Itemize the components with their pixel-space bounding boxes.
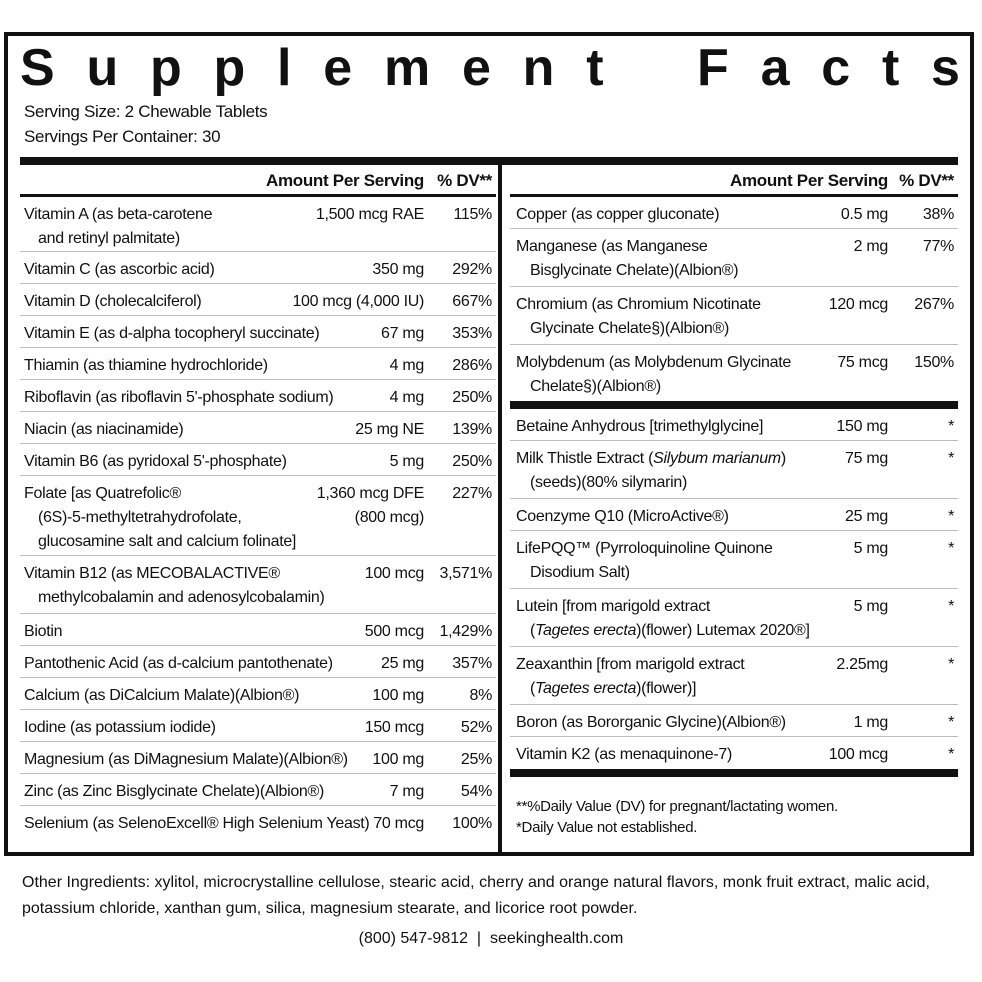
nutrient-row (20, 556, 496, 614)
nutrient-row (510, 705, 958, 737)
dv-heading: % DV** (437, 171, 492, 190)
contact-line: (800) 547-9812 | seekinghealth.com (358, 930, 624, 947)
nutrient-dv: 250% (452, 389, 492, 406)
title-letter: n (522, 39, 555, 97)
nutrient-name-line: (seeds)(80% silymarin) (530, 474, 687, 491)
nutrient-row (20, 806, 496, 838)
nutrient-dv: 139% (452, 421, 492, 438)
nutrient-name-line: Vitamin B6 (as pyridoxal 5'-phosphate) (24, 453, 287, 470)
title-letter: u (86, 39, 119, 97)
nutrient-name-line: Riboflavin (as riboflavin 5'-phosphate sodium) (24, 389, 334, 406)
header-rule (20, 157, 958, 165)
title-letter: p (213, 39, 246, 97)
title-letter: e (323, 39, 353, 97)
nutrient-row (20, 316, 496, 348)
nutrient-row (20, 774, 496, 806)
nutrient-name (24, 748, 348, 772)
nutrient-dv: 52% (460, 719, 492, 736)
nutrient-name-line: Lutein [from marigold extract (516, 598, 711, 615)
nutrient-row (510, 287, 958, 345)
title-letter: l (277, 39, 292, 97)
nutrient-name-line: Vitamin D (cholecalciferol) (24, 293, 202, 310)
footnote-not-established: *Daily Value not established. (516, 819, 698, 836)
dv-heading: % DV** (899, 171, 954, 190)
title-letter: m (383, 39, 431, 97)
nutrient-name-line: Calcium (as DiCalcium Malate)(Albion®) (24, 687, 300, 704)
nutrient-name-line: Vitamin E (as d-alpha tocopheryl succinate) (24, 325, 320, 342)
nutrient-amount-value: 4 mg (389, 389, 424, 406)
nutrient-amount-value: 25 mg NE (355, 421, 424, 438)
nutrient-amount (390, 354, 424, 378)
nutrient-name (516, 711, 786, 735)
nutrient-amount-value: 1 mg (853, 714, 888, 731)
nutrient-amount (854, 235, 888, 259)
nutrient-amount (837, 351, 888, 375)
nutrient-amount (845, 447, 888, 471)
nutrient-name-line: Manganese (as Manganese (516, 238, 708, 255)
nutrient-dv: * (948, 714, 954, 731)
nutrient-row (20, 197, 496, 252)
nutrient-row (510, 441, 958, 499)
nutrient-amount (316, 203, 424, 227)
nutrient-row (20, 476, 496, 556)
nutrient-amount (292, 290, 424, 314)
nutrient-amount-alt: (800 mcg) (354, 509, 424, 526)
nutrient-name (24, 203, 212, 251)
nutrient-name (516, 351, 791, 399)
nutrient-name (24, 386, 333, 410)
nutrient-name (24, 620, 62, 644)
nutrient-name-line: methylcobalamin and adenosylcobalamin) (38, 589, 325, 606)
nutrient-name-line: (Tagetes erecta)(flower) Lutemax 2020®] (530, 622, 810, 639)
nutrient-name-line: glucosamine salt and calcium folinate] (38, 533, 297, 550)
other-ingredients: Other Ingredients: xylitol, microcrystalline cellulose, stearic acid, cherry and orange natural flavors, monk fruit extract, malic acid, potassium chloride, xanthan gum, silica, magnesium stearate, and licorice root powder. (22, 874, 930, 917)
nutrient-name-line: Vitamin A (as beta-carotene (24, 206, 213, 223)
nutrient-row (20, 710, 496, 742)
serving-size: Serving Size: 2 Chewable Tablets (24, 102, 268, 121)
nutrient-amount (854, 537, 888, 561)
right-column (510, 165, 958, 777)
left-column (20, 165, 496, 838)
nutrient-dv: 25% (460, 751, 492, 768)
nutrient-dv: 77% (922, 238, 954, 255)
nutrient-amount (372, 258, 424, 282)
nutrient-name (24, 780, 324, 804)
nutrient-name (24, 322, 319, 346)
right-other-list (510, 409, 958, 769)
nutrient-row (20, 380, 496, 412)
nutrient-dv: 250% (452, 453, 492, 470)
title-letter: t (586, 39, 604, 97)
nutrient-amount (372, 748, 424, 772)
nutrient-row (510, 737, 958, 769)
nutrient-name-line: Biotin (24, 623, 63, 640)
nutrient-row (510, 647, 958, 705)
nutrient-dv: 8% (469, 687, 492, 704)
nutrient-name-line: Vitamin B12 (as MECOBALACTIVE® (24, 565, 280, 582)
nutrient-amount-value: 70 mcg (373, 815, 424, 832)
title-letter: a (760, 39, 790, 97)
nutrient-name-line: Folate [as Quatrefolic® (24, 485, 181, 502)
nutrient-amount-value: 2 mg (853, 238, 888, 255)
nutrient-name (24, 482, 296, 554)
nutrient-amount-value: 2.25mg (836, 656, 888, 673)
nutrient-dv: 227% (452, 485, 492, 502)
right-column-header (510, 165, 958, 197)
nutrient-name-line: LifePQQ™ (Pyrroloquinoline Quinone (516, 540, 773, 557)
nutrient-amount (854, 595, 888, 619)
nutrient-name-line: Bisglycinate Chelate)(Albion®) (530, 262, 739, 279)
nutrient-dv: * (948, 598, 954, 615)
nutrient-name (516, 653, 744, 701)
nutrient-name-line: Molybdenum (as Molybdenum Glycinate (516, 354, 791, 371)
nutrient-amount (381, 652, 424, 676)
nutrient-name (24, 684, 299, 708)
title-letter: S (20, 39, 55, 97)
nutrient-amount-value: 75 mcg (837, 354, 888, 371)
right-mineral-list (510, 197, 958, 401)
nutrient-name-line: Zeaxanthin [from marigold extract (516, 656, 745, 673)
nutrient-name (24, 812, 369, 836)
nutrient-dv: 3,571% (439, 565, 492, 582)
nutrient-dv: * (948, 508, 954, 525)
section-rule (510, 769, 958, 777)
nutrient-amount-value: 1,360 mcg DFE (316, 485, 424, 502)
nutrient-dv: 357% (452, 655, 492, 672)
nutrient-amount-value: 5 mg (853, 598, 888, 615)
nutrient-dv: 353% (452, 325, 492, 342)
nutrient-row (20, 614, 496, 646)
nutrient-row (510, 499, 958, 531)
title-letter: p (149, 39, 182, 97)
nutrient-name-line: Milk Thistle Extract (Silybum marianum) (516, 450, 786, 467)
nutrient-amount-value: 4 mg (389, 357, 424, 374)
nutrient-row (20, 252, 496, 284)
nutrient-dv: 1,429% (439, 623, 492, 640)
nutrient-dv: 150% (914, 354, 954, 371)
nutrient-amount (836, 415, 888, 439)
nutrient-dv: 54% (460, 783, 492, 800)
nutrient-amount (372, 684, 424, 708)
nutrient-row (20, 284, 496, 316)
nutrient-dv: * (948, 540, 954, 557)
nutrient-dv: 100% (452, 815, 492, 832)
nutrient-row (510, 409, 958, 441)
nutrient-amount (836, 653, 888, 677)
nutrient-dv: * (948, 746, 954, 763)
title-letter: t (881, 39, 900, 97)
nutrient-name (516, 415, 763, 439)
nutrient-name-line: Zinc (as Zinc Bisglycinate Chelate)(Albion®) (24, 783, 325, 800)
nutrient-amount-value: 100 mcg (4,000 IU) (292, 293, 424, 310)
nutrient-amount-value: 75 mg (845, 450, 888, 467)
footnote-dv: **%Daily Value (DV) for pregnant/lactating women. (516, 798, 838, 815)
nutrient-amount-value: 25 mg (845, 508, 888, 525)
nutrient-name (24, 290, 201, 314)
nutrient-amount (390, 780, 424, 804)
nutrient-row (20, 444, 496, 476)
nutrient-name-line: Chromium (as Chromium Nicotinate (516, 296, 761, 313)
nutrient-amount (381, 322, 424, 346)
nutrient-amount-value: 100 mcg (828, 746, 888, 763)
nutrient-name (24, 652, 333, 676)
nutrient-name (24, 418, 183, 442)
nutrient-amount-value: 150 mcg (364, 719, 424, 736)
nutrient-amount (829, 293, 888, 317)
nutrient-name-line: Glycinate Chelate§)(Albion®) (530, 320, 730, 337)
nutrient-amount-value: 100 mg (372, 687, 424, 704)
nutrient-name (24, 354, 268, 378)
nutrient-row (510, 345, 958, 401)
nutrient-amount-value: 25 mg (381, 655, 424, 672)
nutrient-name-line: (Tagetes erecta)(flower)] (530, 680, 697, 697)
nutrient-amount (390, 386, 424, 410)
nutrient-name-line: Selenium (as SelenoExcell® High Selenium Yeast) (24, 815, 370, 832)
nutrient-name (516, 203, 719, 227)
nutrient-name-line: Boron (as Bororganic Glycine)(Albion®) (516, 714, 786, 731)
footnotes (516, 796, 838, 838)
amount-per-serving-heading: Amount Per Serving (729, 171, 888, 190)
nutrient-name (24, 562, 325, 610)
title-letter: c (821, 39, 851, 97)
nutrient-row (20, 678, 496, 710)
title-letter: e (461, 39, 491, 97)
nutrient-name (24, 716, 216, 740)
nutrient-amount (317, 482, 424, 530)
nutrient-name-line: Iodine (as potassium iodide) (24, 719, 216, 736)
nutrient-dv: 292% (452, 261, 492, 278)
nutrient-name-line: Vitamin C (as ascorbic acid) (24, 261, 215, 278)
nutrient-name (516, 595, 810, 643)
nutrient-name (516, 293, 761, 341)
nutrient-dv: * (948, 450, 954, 467)
section-rule (510, 401, 958, 409)
nutrient-dv: 667% (452, 293, 492, 310)
nutrient-name-line: Chelate§)(Albion®) (530, 378, 661, 395)
nutrient-dv: * (948, 418, 954, 435)
nutrient-name (516, 235, 738, 283)
nutrient-row (510, 531, 958, 589)
nutrient-name (516, 505, 729, 529)
nutrient-amount-value: 100 mcg (364, 565, 424, 582)
nutrient-name-line: Niacin (as niacinamide) (24, 421, 184, 438)
nutrient-amount (355, 418, 424, 442)
nutrient-amount-value: 500 mcg (364, 623, 424, 640)
nutrient-name-line: Copper (as copper gluconate) (516, 206, 720, 223)
amount-per-serving-heading: Amount Per Serving (265, 171, 424, 190)
nutrient-name (516, 743, 732, 767)
nutrient-row (510, 589, 958, 647)
nutrient-amount (845, 505, 888, 529)
nutrient-amount-value: 350 mg (372, 261, 424, 278)
panel-title (20, 40, 960, 96)
nutrient-amount-value: 67 mg (381, 325, 424, 342)
left-column-header (20, 165, 496, 197)
nutrient-name-line: Disodium Salt) (530, 564, 630, 581)
nutrient-amount-value: 5 mg (389, 453, 424, 470)
column-divider (498, 165, 502, 856)
left-nutrient-list (20, 197, 496, 838)
nutrient-amount-value: 0.5 mg (840, 206, 888, 223)
nutrient-amount (854, 711, 888, 735)
nutrient-amount (829, 743, 888, 767)
nutrient-dv: * (948, 656, 954, 673)
title-letter: F (697, 39, 729, 97)
nutrient-name (24, 450, 287, 474)
nutrient-amount-value: 5 mg (853, 540, 888, 557)
nutrient-amount (373, 812, 424, 836)
nutrient-name-line: Betaine Anhydrous [trimethylglycine] (516, 418, 764, 435)
nutrient-amount-value: 150 mg (836, 418, 888, 435)
nutrient-amount-value: 7 mg (389, 783, 424, 800)
nutrient-dv: 38% (922, 206, 954, 223)
nutrient-row (20, 412, 496, 444)
nutrient-dv: 267% (914, 296, 954, 313)
nutrient-dv: 115% (453, 206, 492, 223)
nutrient-name-line: and retinyl palmitate) (38, 230, 180, 247)
nutrient-name-line: Thiamin (as thiamine hydrochloride) (24, 357, 268, 374)
nutrient-name (516, 447, 786, 495)
servings-per-container: Servings Per Container: 30 (24, 127, 221, 146)
nutrient-amount (365, 620, 424, 644)
nutrient-name-line: (6S)-5-methyltetrahydrofolate, (38, 509, 242, 526)
nutrient-name-line: Pantothenic Acid (as d-calcium pantothenate) (24, 655, 333, 672)
nutrient-name (516, 537, 773, 585)
nutrient-amount-value: 100 mg (372, 751, 424, 768)
nutrient-row (20, 646, 496, 678)
nutrient-row (510, 197, 958, 229)
nutrient-dv: 286% (452, 357, 492, 374)
nutrient-amount (365, 716, 424, 740)
title-letter: s (931, 39, 960, 97)
nutrient-amount (390, 450, 424, 474)
nutrient-row (510, 229, 958, 287)
nutrient-name (24, 258, 214, 282)
nutrient-name-line: Magnesium (as DiMagnesium Malate)(Albion®) (24, 751, 348, 768)
nutrient-row (20, 348, 496, 380)
nutrient-amount (365, 562, 424, 586)
nutrient-row (20, 742, 496, 774)
nutrient-amount-value: 1,500 mcg RAE (315, 206, 424, 223)
nutrient-name-line: Vitamin K2 (as menaquinone-7) (516, 746, 733, 763)
nutrient-name-line: Coenzyme Q10 (MicroActive®) (516, 508, 729, 525)
nutrient-amount (841, 203, 888, 227)
nutrient-amount-value: 120 mcg (828, 296, 888, 313)
